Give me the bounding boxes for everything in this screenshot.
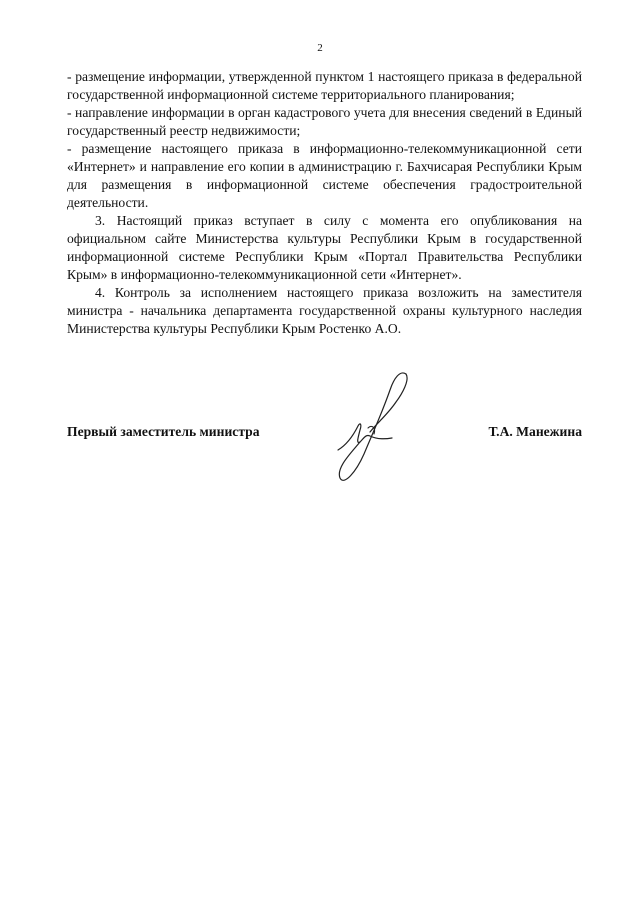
document-body [67, 68, 582, 338]
paragraph-info-placement: - размещение информации, утвержденной пунктом 1 настоящего приказа в федеральной государственной информационной системе территориального планирования; [67, 69, 582, 102]
signatory-name: Т.А. Манежина [488, 424, 582, 439]
paragraph-cadastral: - направление информации в орган кадастрового учета для внесения сведений в Единый государственный реестр недвижимости; [67, 105, 582, 138]
signature-block [67, 423, 582, 443]
paragraph-publication: - размещение настоящего приказа в информационно-телекоммуникационной сети «Интернет» и направление его копии в администрацию г. Бахчисарая Республики Крым для размещения в информационной системе обеспечения градостроительной деятельности. [67, 141, 582, 210]
paragraph-control: 4. Контроль за исполнением настоящего приказа возложить на заместителя министра - начальника департамента государственной охраны культурного наследия Министерства культуры Республики Крым Ростенко А.О. [67, 285, 582, 336]
signatory-title: Первый заместитель министра [67, 424, 260, 439]
paragraph-effective-date: 3. Настоящий приказ вступает в силу с момента его опубликования на официальном сайте Министерства культуры Республики Крым в государственной информационной системе Республики Крым «Портал Правительства Республики Крым» в информационно-телекоммуникационной сети «Интернет». [67, 213, 582, 282]
page-number: 2 [317, 42, 323, 54]
handwritten-signature [330, 368, 420, 498]
